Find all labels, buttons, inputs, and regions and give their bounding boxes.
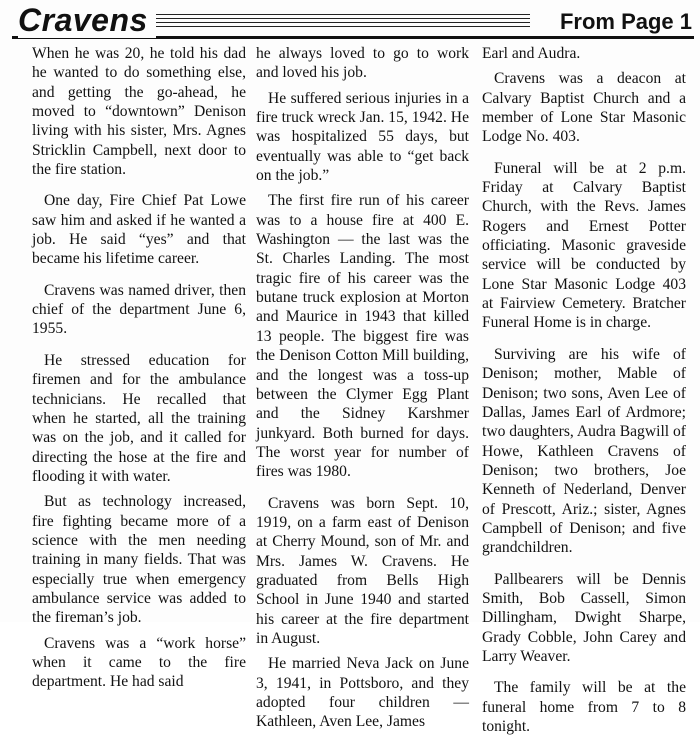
paragraph: Cravens was a “work horse” when it came to the fire department. He had said — [32, 634, 246, 691]
paragraph: Pallbearers will be Dennis Smith, Bob Cassell, Simon Dillingham, Dwight Sharpe, Grady Cobble, John Carey and Larry Weaver. — [482, 570, 686, 665]
clipping-header — [0, 0, 700, 42]
article-column-3 — [482, 44, 686, 748]
paragraph: Surviving are his wife of Denison; mother, Mable of Denison; two sons, Aven Lee of Dallas, James Earl of Ardmore; two daughters, Audra Bagwill of Howe, Kathleen Cravens of Denison; two brothers, Joe Kenneth of Nederland, Denver of Prescott, Ariz.; sister, Agnes Campbell of Denison; and five grandchildren. — [482, 345, 686, 557]
paragraph: Cravens was named driver, then chief of the department June 6, 1955. — [32, 281, 246, 338]
paragraph: One day, Fire Chief Pat Lowe saw him and asked if he wanted a job. He said “yes” and that became his lifetime career. — [32, 192, 246, 268]
paragraph: Funeral will be at 2 p.m. Friday at Calvary Baptist Church, with the Revs. James Rogers and Ernest Potter officiating. Masonic graveside service will be conducted by Lone Star Masonic Lodge 403 at Fairview Cemetery. Bratcher Funeral Home is in charge. — [482, 159, 686, 332]
paragraph: Earl and Audra. — [482, 45, 581, 62]
paragraph: He suffered serious injuries in a fire truck wreck Jan. 15, 1942. He was hospitalized 55 days, but eventually was able to “get back on the job.” — [256, 89, 469, 185]
article-column-1 — [32, 44, 246, 704]
paragraph: He married Neva Jack on June 3, 1941, in Pottsboro, and they adopted four children — Kathleen, Aven Lee, James — [256, 655, 469, 731]
clipping-title: Cravens — [18, 2, 156, 38]
paragraph: The family will be at the funeral home from 7 to 8 tonight. — [482, 679, 686, 735]
paragraph: The first fire run of his career was to a house fire at 400 E. Washington — the last was the St. Charles Landing. The most tragic fire of his career was the butane truck explosion at Morton and Maurice in 1943 that killed 13 people. The biggest fire was the Denison Cotton Mill building, and the longest was a toss-up between the Clymer Egg Plant and the Sidney Karshmer junkyard. Both burned for days. The worst year for number of fires was 1980. — [256, 192, 469, 481]
paragraph: Cravens was born Sept. 10, 1919, on a farm east of Denison at Cherry Mound, son of Mr. and Mrs. James W. Cravens. He graduated from Bells High School in June 1940 and started his career at the fire department in August. — [256, 494, 469, 647]
article-column-2 — [256, 44, 469, 744]
paragraph: But as technology increased, fire fighting became more of a science with the men needing training in many fields. That was especially true when emergency ambulance service was added to the fireman’s job. — [32, 493, 246, 627]
paragraph: he always loved to go to work and loved his job. — [256, 45, 469, 82]
jump-label: From Page 1 — [552, 8, 692, 36]
paragraph: He stressed education for firemen and for the ambulance technicians. He recalled that when he started, all the training was on the job, and it called for directing the hose at the fire and flooding it with water. — [32, 351, 246, 485]
header-rule-pattern — [150, 14, 530, 30]
paragraph: When he was 20, he told his dad he wanted to do something else, and getting the go-ahead, he moved to “downtown” Denison living with his sister, Mrs. Agnes Stricklin Campbell, next door to the fire station. — [32, 45, 246, 179]
paragraph: Cravens was a deacon at Calvary Baptist Church and a member of Lone Star Masonic Lodge No. 403. — [482, 70, 686, 146]
